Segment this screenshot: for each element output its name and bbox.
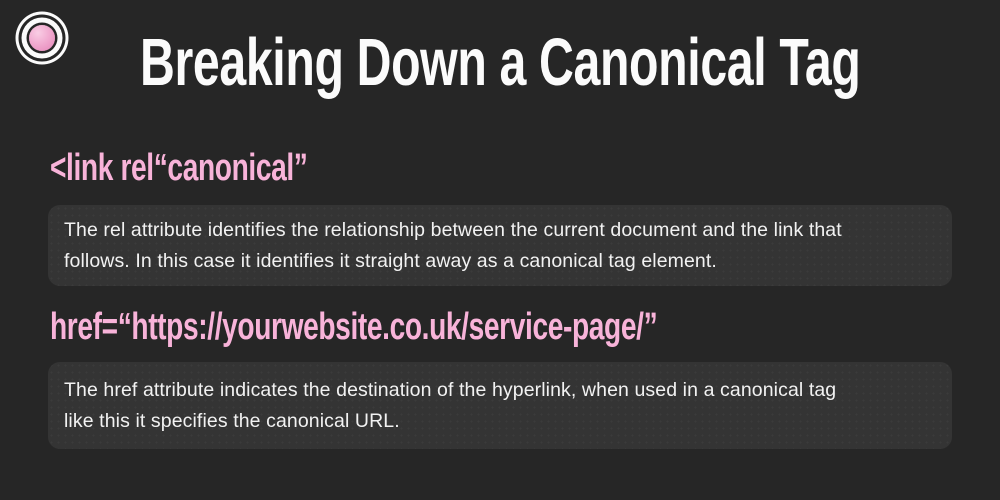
href-explanation-line-1: The href attribute indicates the destination of the hyperlink, when used in a canonical tag [64,379,837,401]
href-explanation-panel [48,362,952,449]
href-explanation-line-2: like this it specifies the canonical URL. [64,410,400,432]
code-snippet-rel-heading: <link rel“canonical” [50,147,308,189]
code-snippet-href-heading: href=“https://yourwebsite.co.uk/service-page/” [50,306,658,348]
page-title: Breaking Down a Canonical Tag [140,25,861,100]
brand-bullseye-icon [15,11,69,65]
rel-explanation-line-1: The rel attribute identifies the relationship between the current document and the link that [64,219,842,241]
rel-explanation-line-2: follows. In this case it identifies it straight away as a canonical tag element. [64,250,717,272]
bullseye-center-sphere [29,25,55,51]
rel-explanation-panel [48,205,952,286]
